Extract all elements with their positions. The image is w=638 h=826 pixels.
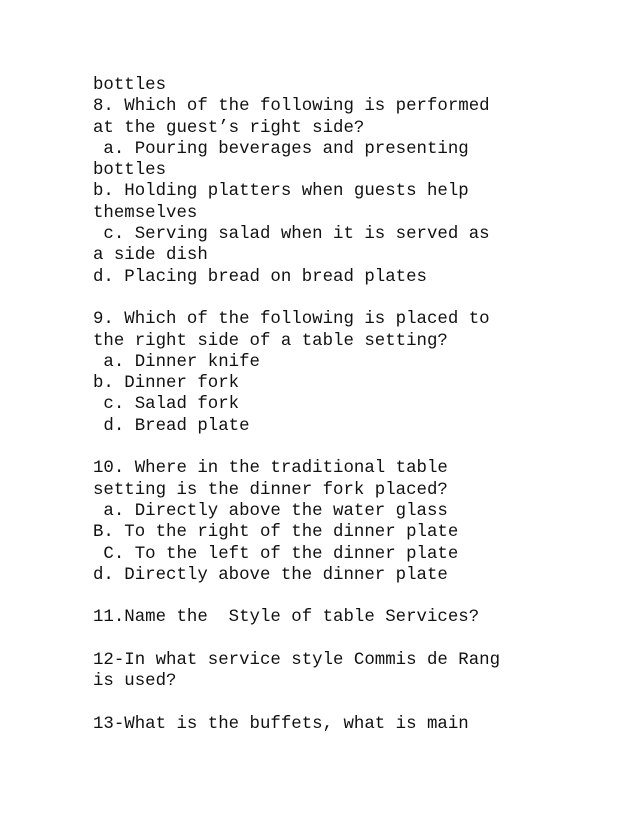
question-9-option-a: a. Dinner knife	[93, 352, 260, 372]
text-line: bottles	[93, 76, 167, 95]
question-10-option-a: a. Directly above the water glass	[93, 501, 448, 521]
question-9-line-1: 9. Which of the following is placed to	[93, 310, 490, 330]
question-9-option-d: d. Bread plate	[93, 416, 250, 436]
question-8-option-c: c. Serving salad when it is served as	[93, 225, 490, 245]
question-8-option-b-cont: themselves	[93, 203, 198, 223]
question-8-option-a-cont: bottles	[93, 161, 167, 181]
question-12-line-1: 12-In what service style Commis de Rang	[93, 651, 501, 671]
question-8-option-d: d. Placing bread on bread plates	[93, 267, 427, 287]
question-10-line-2: setting is the dinner fork placed?	[93, 480, 448, 500]
question-8-option-a: a. Pouring beverages and presenting	[93, 139, 469, 159]
question-10-option-c: C. To the left of the dinner plate	[93, 544, 459, 564]
blank-line	[93, 629, 613, 650]
blank-line	[93, 437, 613, 458]
question-11: 11.Name the Style of table Services?	[93, 608, 480, 628]
blank-line	[93, 288, 613, 309]
question-10-option-d: d. Directly above the dinner plate	[93, 565, 448, 585]
question-8-line-1: 8. Which of the following is performed	[93, 97, 490, 117]
question-12-line-2: is used?	[93, 672, 177, 692]
question-9-option-c: c. Salad fork	[93, 395, 240, 415]
question-9-option-b: b. Dinner fork	[93, 374, 240, 394]
question-10-option-b: B. To the right of the dinner plate	[93, 523, 459, 543]
question-8-option-b: b. Holding platters when guests help	[93, 182, 469, 202]
document-body	[93, 75, 613, 735]
question-10-line-1: 10. Where in the traditional table	[93, 459, 448, 479]
question-9-line-2: the right side of a table setting?	[93, 331, 448, 351]
question-13-line-1: 13-What is the buffets, what is main	[93, 714, 469, 734]
blank-line	[93, 693, 613, 714]
blank-line	[93, 586, 613, 607]
question-8-line-2: at the guest’s right side?	[93, 118, 365, 138]
question-8-option-c-cont: a side dish	[93, 246, 208, 266]
